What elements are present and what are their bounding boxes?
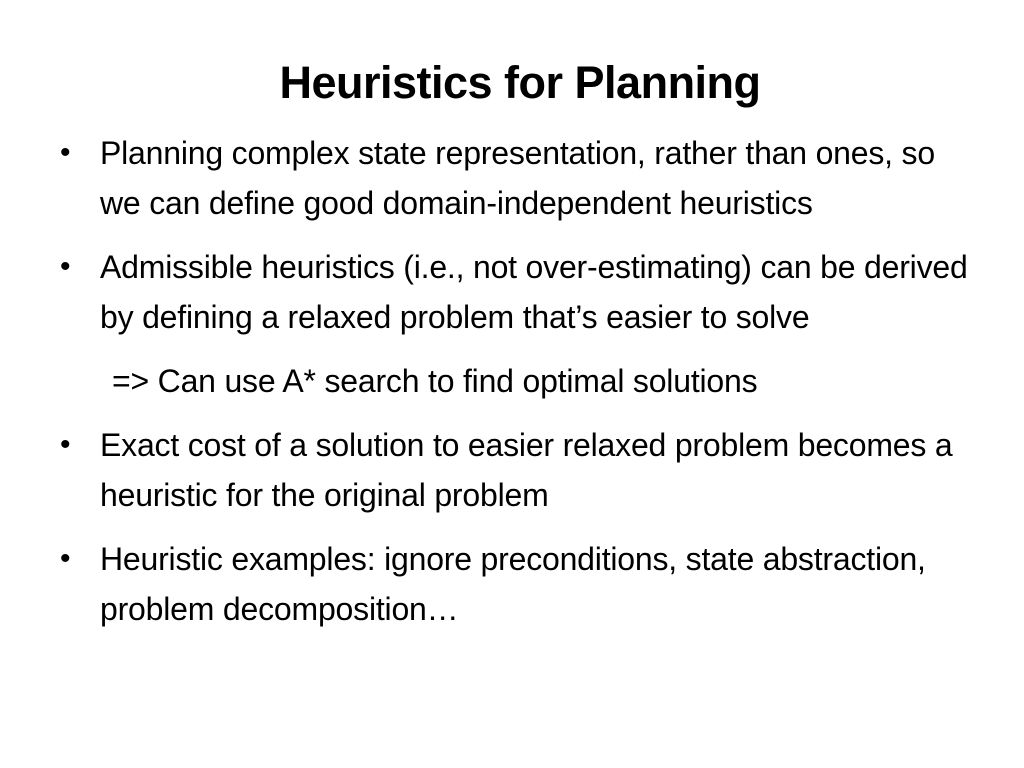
bullet-text: Heuristic examples: ignore preconditions, state abstraction, problem decomposition… bbox=[100, 541, 926, 627]
bullet-item bbox=[60, 128, 980, 228]
bullet-icon: • bbox=[60, 428, 71, 461]
bullet-icon: • bbox=[60, 250, 71, 283]
bullet-icon: • bbox=[60, 542, 71, 575]
sub-point-text: => Can use A* search to find optimal solutions bbox=[112, 363, 758, 399]
slide-content bbox=[60, 128, 980, 648]
bullet-text: Admissible heuristics (i.e., not over-estimating) can be derived by defining a relaxed problem that’s easier to solve bbox=[100, 249, 968, 335]
bullet-item bbox=[60, 534, 980, 634]
bullet-icon: • bbox=[60, 136, 71, 169]
bullet-text: Exact cost of a solution to easier relaxed problem becomes a heuristic for the original problem bbox=[100, 427, 953, 513]
bullet-text: Planning complex state representation, rather than ones, so we can define good domain-independent heuristics bbox=[100, 135, 935, 221]
bullet-item bbox=[60, 420, 980, 520]
slide-title: Heuristics for Planning bbox=[279, 57, 761, 108]
bullet-item bbox=[60, 242, 980, 342]
